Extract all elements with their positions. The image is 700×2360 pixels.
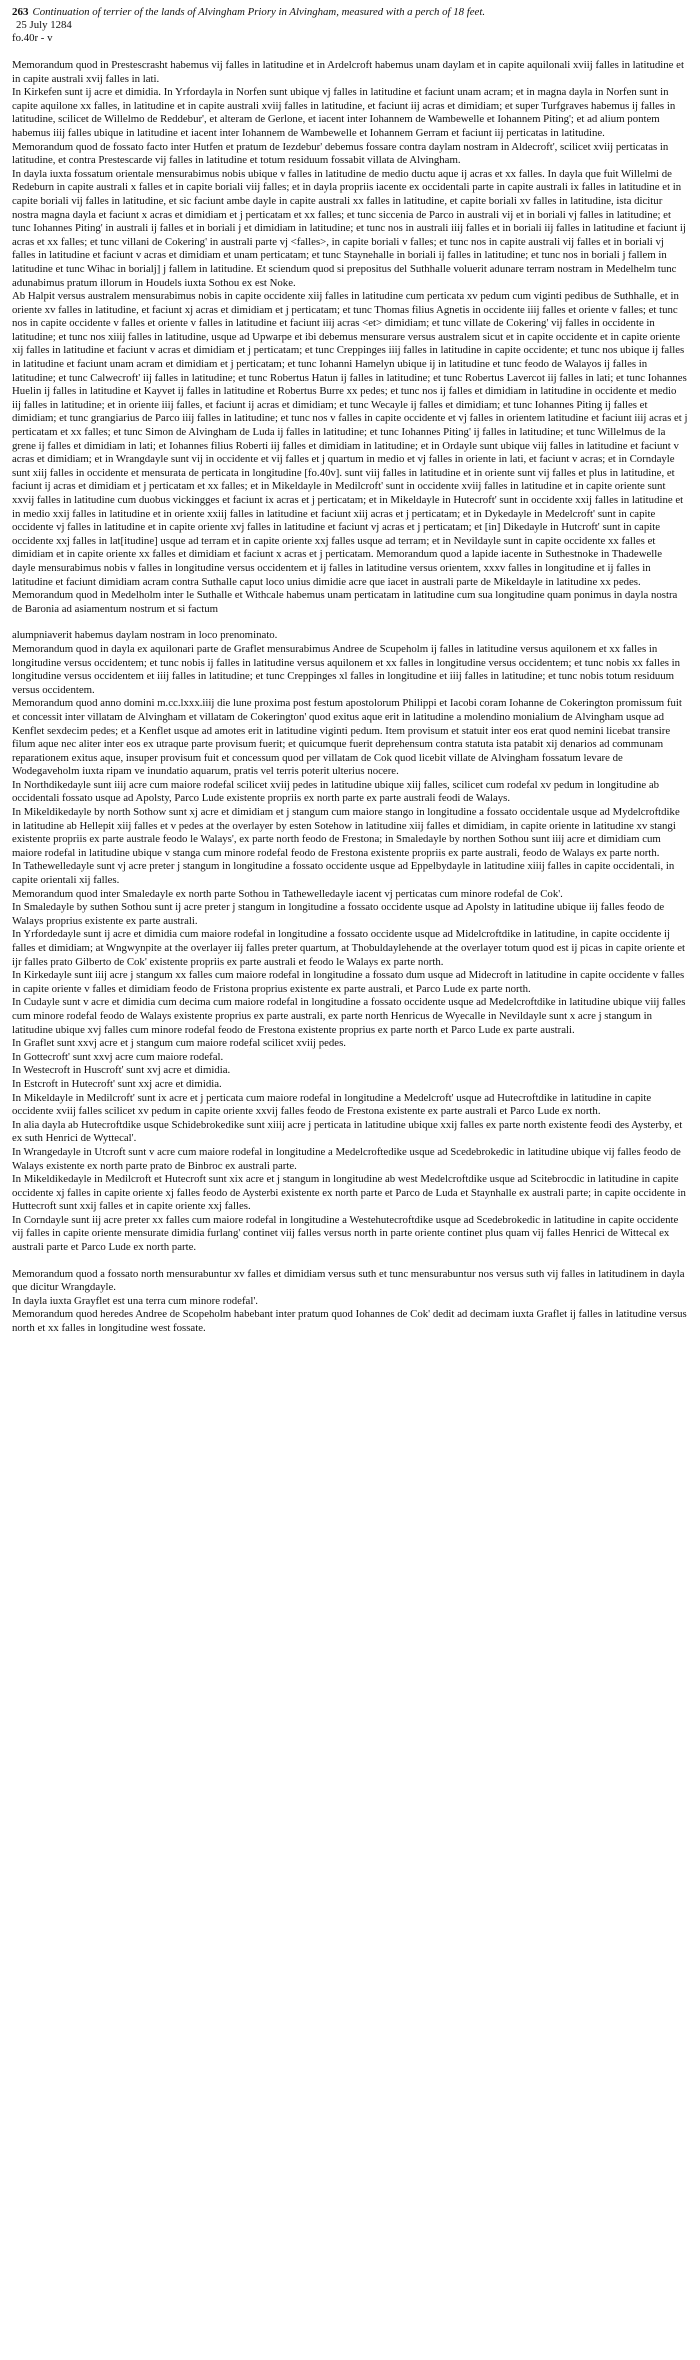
paragraph: Memorandum quod in dayla ex aquilonari parte de Graflet mensurabimus Andree de Scupeholm ij falles in latitudine versus aquilonem et xx falles in longitudine versus occidentem; et tunc nobis ij falles in latitudine versus aquilonem et xx falles in longitudine versus occidentem; et tunc nobis xx falles in longitudine versus occidentem et iiij falles in latitudine; et tunc Creppinges xl falles in longitudine et iiij falles in latitudine; et tunc nobis totum residuum versus occidentem.: [12, 642, 681, 696]
paragraph: In Corndayle sunt iij acre preter xx falles cum maiore rodefal in longitudine a Westehutecroftdike usque ad Scedebrokedic in latitudine in capite occidente vij falles in capite oriente mensurate dimidia furlang' continet viij falles versus north in parte oriente continet plus quam vij falles Henrici de Wittecal ex australi parte et Parco Lude ex north parte.: [12, 1213, 679, 1254]
paragraph: In Cudayle sunt v acre et dimidia cum decima cum maiore rodefal in longitudine a fossato occidente usque ad Medelcroftdike in latitudine ubique viij falles cum minore rodefal feodo de Walays existente proprius ex parte australi, ex parte north Henricus de Wyecalle in Nevildayle sunt x acre j stangum in latitudine ubique xvj falles cum minore rodefal feodo de Frestona existente proprius ex parte north et Parco Lude ex parte australi.: [12, 996, 686, 1036]
document-date: 25 July 1284: [16, 19, 72, 31]
paragraph: In Estcroft in Hutecroft' sunt xxj acre et dimidia.: [12, 1077, 222, 1090]
paragraph: In Graflet sunt xxvj acre et j stangum cum maiore rodefal scilicet xviij pedes.: [12, 1037, 346, 1050]
document-title: Continuation of terrier of the lands of Alvingham Priory in Alvingham, measured with a perch of 18 feet.: [32, 6, 486, 18]
paragraph: In Mikeldikedayle by north Sothow sunt xj acre et dimidiam et j stangum cum maiore stango in longitudine a fossato occidentale usque ad Mydelcroftdike in latitudine ab Hellepit xiij falles et v pedes at the overlayer by esten Sotehow in latitudine xiij falles et dimidiam, in capite oriente in latitudine xv stangi existente propriis ex parte australe feodo le Walays', ex parte north feodo de Frestona; in Smaledayle by northen Sothou sunt iiij acre et dimidiam cum maiore rodefal in latitudine ubique v stanga cum minore rodefal feodo de Frestona existente propriis ex parte australi, feodo de Walays ex parte north.: [12, 806, 680, 859]
paragraph: Ab Halpit versus australem mensurabimus nobis in capite occidente xiij falles in latitudine cum perticata xv pedum cum viginti pedibus de Suthhalle, et in oriente xv falles in latitudine, et faciunt xj acras et dimidiam et j perticatam; et tunc Thomas filius Agnetis in occidente iiij falles et oriente v falles; et tunc nos in capite occidente v falles et oriente v falles in latitudine et faciunt iiij acras <et> dimidiam; et tunc villate de Cokering' vij falles in occidente in latitudine; et tunc nos xiiij falles in latitudine, usque ad Upwarpe et ibi debemus mensurare versus australem sicut et in capite occidente et in capite oriente xij falles in latitudine et faciunt v acras et dimidiam et j perticatam; et tunc Creppinges iiij falles in latitudine in capite occidente; et tunc nos ubique ij falles in latitudine et faciunt unam acram et dimidiam et j perticatam; et tunc Iohanni Hamelyn ubique ij in latitudine et tunc feodo de Walayos ij falles in latitudine; et tunc Calwecroft' iij falles in latitudine; et tunc Robertus Hatun ij falles in latitudine; et tunc Robertus Lavercot iij falles in lati; et tunc Iohannes Huelin ij falles in latitudine et Kayvet ij falles in latitudine et Robertus Burre xx pedes; et tunc nos ij falles et dimidiam in latitudine in occidente et medio iij falles in latitudine; et in oriente iiij falles, et faciunt ij acras et dimidiam; et tunc Wecayle ij falles et dimidiam; et tunc Iohannes Piting ij falles et dimidiam; et tunc grangiarius de Parco iiij falles in latitudine; et tunc nos v falles in capite occidente et vj falles in orientem latitudine et faciunt iiij acras et j perticatam et xx falles; et tunc Simon de Alvingham de Luda ij falles in latitudine; et tunc Iohannes Piting' ij falles in latitudine; et tunc Willelmus de la grene ij falles et dimidiam in lati; et Iohannes filius Roberti iij falles et dimidiam in latitudine; et in Ordayle sunt ubique viij falles in latitudine et faciunt v acras et dimidiam; et in Wrangdayle sunt vij in occidente et vij falles et j quartum in medio et vj falles in oriente in lati, et faciunt v acras; et in Corndayle sunt xiij falles in occidente et mensurata de perticata in longitudine [fo.40v]. sunt viij falles in latitudine et in oriente sunt vij falles et plus in latitudine, et faciunt ij acras et dimidiam et j perticatam et xx falles; et in Mikeldayle in Medilcroft' sunt in occidente xviij falles in latitudine et in capite oriente sunt xxvij falles in latitudine cum duobus vickingges et faciunt ix acras et j perticatam; et in Mikeldayle in Hutecroft' sunt in occidente xxij falles in latitudine et in medio xxij falles in latitudine et in oriente xxiij falles in latitudine et faciunt xiij acras et j perticatam; et in Dykedayle in Medelcroft' sunt in capite occidente vj falles in latitudine et in capite oriente xvj falles in latitudine et faciunt vj acras et j perticatam; et [in] Dikedayle in Hutcroft' sunt in capite occidente xxj falles in lat[itudine] usque ad terram et in capite oriente xxj falles usque ad terram; et in Nevildayle sunt in capite occidente xx falles et dimidiam et in capite oriente xx falles et dimidiam et faciunt x acras et j perticatam. Memorandum quod a lapide iacente in Suthestnoke in Thadewelle dayle mensurabimus nobis v falles in longitudine versus occidentem et ij falles in latitudine versus orientem, xxxv falles in longitudine et ij falles in latitudine et faciunt dimidiam acram contra Suthalle caput loco unius dimidie acre que iacet in australi parte de Mikeldayle in latitudine xx pedes.: [12, 290, 688, 588]
paragraph: In Tathewelledayle sunt vj acre preter j stangum in longitudine a fossato occidente usque ad Eppelbydayle in latitudine xiiij falles in capite occidentali, in capite orientali xij falles.: [12, 860, 675, 887]
paragraph: In Yrfordedayle sunt ij acre et dimidia cum maiore rodefal in longitudine a fossato occidente usque ad Midelcroftdike in latitudine, in capite occidente ij falles et dimidiam; at Wngwynpite at the overlayer iij falles preter quartum, at Thobuldaylehende at the overlayer totum quod est ij picas in capite oriente et ijr falles prato Gilberto de Cok' existente propriis ex parte australi et feodo le Walays ex parte north.: [12, 928, 685, 968]
paragraph: Memorandum quod in Medelholm inter le Suthalle et Withcale habemus unam perticatam in latitudine cum sua longitudine quam ponimus in dayla nostra de Baronia ad asiamentum nostrum et si factum: [12, 589, 678, 615]
paragraph: Memorandum quod in Prestescrasht habemus vij falles in latitudine et in Ardelcroft habemus unam daylam et in capite aquilonali xviij falles in latitudine et in capite australi xvij falles in lati.: [12, 59, 684, 85]
paragraph: In alia dayla ab Hutecroftdike usque Schidebrokedike sunt xiiij acre j perticata in latitudine ubique xxij falles ex parte north existente feodi des Aysterby, et ex suth Henrici de Wyttecal'.: [12, 1118, 683, 1145]
paragraph: Memorandum quod inter Smaledayle ex north parte Sothou in Tathewelledayle iacent vj perticatas cum minore rodefal de Cok'.: [12, 887, 563, 900]
paragraph: In Gottecroft' sunt xxvj acre cum maiore rodefal.: [12, 1050, 224, 1063]
paragraph: In Kirkefen sunt ij acre et dimidia. In Yrfordayla in Norfen sunt ubique vj falles in latitudine et faciunt unam acram; et in magna dayla in Norfen sunt in capite aquilone xx falles, in latitudine et in capite australi xviij falles in latitudine, et faciunt iij acras et dimidiam; et super Turfgraves habemus ij falles in latitudine, scilicet de Willelmo de Reddebur', et alteram de Gerlone, et iacent inter Iohannem de Wambewelle et Iohannem Piting'; et ad alium pontem habemus iiij falles ubique in latitudine et iacent inter Iohannem de Wambewelle et Iohannem Gerram et faciunt iij perticatas in latitudine.: [12, 86, 676, 139]
paragraph: In Kirkedayle sunt iiij acre j stangum xx falles cum maiore rodefal in longitudine a fossato dum usque ad Midecroft in latitudine in capite occidente v falles in capite oriente v falles et dimidiam feodo de Fristona proprius existente ex parte australi, et Parco Lude ex parte north.: [12, 969, 685, 995]
paragraph: In Northdikedayle sunt iiij acre cum maiore rodefal scilicet xviij pedes in latitudine ubique xiij falles, scilicet cum rodefal xv pedum in longitudine ab occidentali fossato usque ad Apolsty, Parco Lude existente propriis ex north parte ex parte australi feodi de Walays.: [12, 778, 660, 805]
paragraph: In Westecroft in Huscroft' sunt xvj acre et dimidia.: [12, 1064, 231, 1077]
paragraph: Memorandum quod a fossato north mensurabuntur xv falles et dimidiam versus suth et tunc mensurabuntur nos versus suth vij falles in latitudinem in dayla que dicitur Wrangdayle.: [12, 1267, 685, 1294]
paragraph: Memorandum quod de fossato facto inter Hutfen et pratum de Iezdebur' debemus fossare contra daylam nostram in Aldecroft', scilicet xviij perticatas in latitudine, et contra Prestescarde vij falles in latitudine et totum residuum fossabit villata de Alvingham.: [12, 140, 669, 167]
paragraph: In Smaledayle by suthen Sothou sunt ij acre preter j stangum in longitudine a fossato occidente usque ad Apolsty in latitudine ubique iij falles feodo de Walays proprius existente ex parte australi.: [12, 901, 665, 927]
paragraph: In Wrangedayle in Utcroft sunt v acre cum maiore rodefal in longitudine a Medelcroftedike usque ad Scedebrokedic in latitudine ubique vij falles feodo de Walays existente ex north parte prato de Binbroc ex australi parte.: [12, 1145, 681, 1172]
paragraph: In dayla iuxta Grayflet est una terra cum minore rodefal'.: [12, 1294, 258, 1307]
paragraph: Memorandum quod anno domini m.cc.lxxx.iiij die lune proxima post festum apostolorum Philippi et Iacobi coram Iohanne de Cokerington promissum fuit et concessit inter villatam de Alvingham et villatam de Cokerington' quod exitus aque erit in latitudine a molendino monialium de Alvingham usque ad Kenflet sexdecim pedes; et a Kenflet usque ad amotes erit in latitudine viginti pedum. Item provisum et statuit inter eos erat quod nemini licebat transire filum aque nec aliter inter eos ex utraque parte provisum fuerit; et quicumque fuerit deprehensum contra statuta ista patabit xij denarios ad communam reparationem exitus aque, insuper provisum fuit et concessum quod per villatam de Cok quod licebit villate de Alvingham fossatum levare de Wodegaveholm iuxta ripam ve inundatio aquarum, pratis vel terris poterit ulterius nocere.: [12, 697, 682, 778]
paragraph: In Mikeldikedayle in Medilcroft et Hutecroft sunt xix acre et j stangum in longitudine ab west Medelcroftdike usque ad Scitebrocdic in latitudine in capite occidente xj falles in capite oriente xj falles feodo de Aysterbi existente ex north parte et Parco de Luda et Staynhalle ex australi parte; in capite occidente in Huttecroft sunt xxij falles et in capite oriente xxj falles.: [12, 1173, 686, 1213]
paragraph: Memorandum quod heredes Andree de Scopeholm habebant inter pratum quod Iohannes de Cok' dedit ad decimam iuxta Graflet ij falles in latitudine versus north et xx falles in longitudine west fossate.: [12, 1308, 687, 1335]
document-heading: [12, 6, 688, 19]
paragraph: In dayla iuxta fossatum orientale mensurabimus nobis ubique v falles in latitudine de medio ductu aque ij acras et xx falles. In dayla que fuit Willelmi de Redeburn in capite australi x falles et in capite boriali viij falles; et in dayla propriis iacente ex occidentali parte in capite australi ix falles in latitudine et in capite boriali vij falles in latitudine, et sic faciunt ambe dayle in capite australi xx falles in latitudine, et capite boriali xv falles in latitudine, ista dicitur nostra magna dayla et faciunt x acras et dimidiam et j perticatam et xx falles; et tunc siccenia de Parco in australi vij et in boriali vj falles in latitudine; et tunc Iohannes Piting' in australi ij falles et in boriali j et dimidiam in latitudine; et tunc nos in australi iiij falles et in boriali iij falles in latitudine et faciunt ij acras et xx falles; et tunc villani de Cokering' in australi parte vj <falles>, in capite boriali v falles; et tunc nos in capite australi vij falles et in boriali vj falles in latitudine et faciunt v acras et dimidiam et unam perticatam; et tunc Staynehalle in boriali ij falles in latitudine; et tunc nos in boriali j fallem in latitudine et tunc Wihac in borialj] j fallem in latitudine. Et sciendum quod si prepositus del Suthhalle voluerit adunare terram nostram in Medelhelm tunc adunabimus pratum illorum in Houdels iuxta Sothou ex est Noke.: [12, 167, 686, 289]
document-number: 263: [12, 6, 29, 18]
paragraph: In Mikeldayle in Medilcroft' sunt ix acre et j perticata cum maiore rodefal in longitudine a Medelcroft' usque ad Hutecroftdike in latitudine in capite occidente xviij falles scilicet xv pedum in capite oriente xxvij falles feodo de Frestona existente ex parte australi et Parco Lude ex north.: [12, 1091, 652, 1118]
paragraph: alumpniaverit habemus daylam nostram in loco prenominato.: [12, 629, 278, 642]
folio-reference: fo.40r - v: [12, 32, 53, 44]
